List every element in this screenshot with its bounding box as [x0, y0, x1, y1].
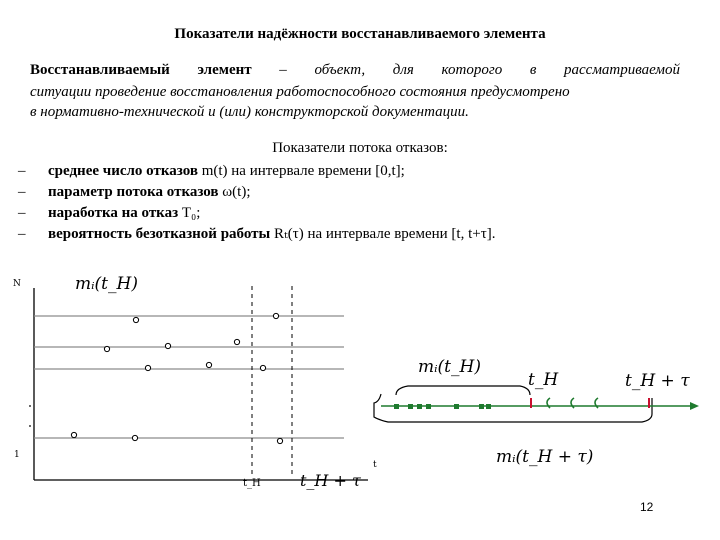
failure-marker [132, 435, 137, 440]
definition-line-3: в нормативно-технической и (или) конструкторской документации. [30, 104, 469, 120]
failure-marker [408, 404, 413, 409]
failure-marker [206, 362, 211, 367]
t-h-tau-label: t_H + τ [625, 371, 690, 391]
list-dash: – [18, 163, 26, 179]
brace-top-label: mᵢ(t_H) [418, 357, 481, 377]
indicator-detail: T₀; [178, 205, 201, 221]
failure-marker [454, 404, 459, 409]
indicator-detail: Rₜ(τ) на интервале времени [t, t+τ]. [270, 226, 496, 242]
time-axis-arrowhead [690, 402, 699, 410]
x-axis-label: t [373, 460, 377, 470]
failure-marker [277, 438, 282, 443]
right-diagram [374, 357, 699, 467]
row-label-bottom: 1 [14, 450, 20, 460]
failure-marker [234, 339, 239, 344]
failure-marker [417, 404, 422, 409]
definition-line-2: ситуации проведение восстановления работоспособного состояния предусмотрено [30, 84, 570, 100]
definition-text-1: объект, для которого в рассматриваемой [314, 62, 680, 78]
brace-top [396, 386, 530, 395]
failure-marker [394, 404, 399, 409]
t-h-label: t_H [528, 370, 559, 390]
y-axis-label: N [13, 279, 21, 289]
failure-marker [260, 365, 265, 370]
failure-marker [165, 343, 170, 348]
definition-dash: – [279, 62, 287, 78]
page-title: Показатели надёжности восстанавливаемого элемента [174, 26, 546, 42]
brace-bottom-label: mᵢ(t_H + τ) [496, 447, 594, 467]
failure-marker [486, 404, 491, 409]
failure-marker [71, 432, 76, 437]
indicator-label: вероятность безотказной работы [48, 226, 271, 242]
list-dash: – [18, 226, 26, 242]
definition-term: Восстанавливаемый элемент [30, 62, 252, 78]
t-h-tau-tick-label: t_H + τ [300, 471, 361, 490]
t-h-tick-label: t_H [243, 478, 261, 489]
flow-indicators-heading: Показатели потока отказов: [272, 140, 448, 156]
list-dash: – [18, 205, 26, 221]
failure-marker [133, 317, 138, 322]
indicator-label: среднее число отказов [48, 163, 198, 179]
indicator-detail: ω(t); [218, 184, 251, 200]
left-diagram [13, 274, 377, 490]
failure-marker [426, 404, 431, 409]
curve-label: mᵢ(t_H) [75, 274, 138, 294]
axis-dot [29, 425, 31, 427]
axis-dot [29, 405, 31, 407]
failure-marker [104, 346, 109, 351]
list-dash: – [18, 184, 26, 200]
indicator-detail: m(t) на интервале времени [0,t]; [197, 163, 405, 179]
failure-marker [145, 365, 150, 370]
brace-bottom [374, 394, 652, 422]
indicator-label: параметр потока отказов [48, 184, 219, 200]
page-number: 12 [640, 500, 654, 514]
indicator-label: наработка на отказ [48, 205, 179, 221]
failure-marker [273, 313, 278, 318]
failure-marker [479, 404, 484, 409]
